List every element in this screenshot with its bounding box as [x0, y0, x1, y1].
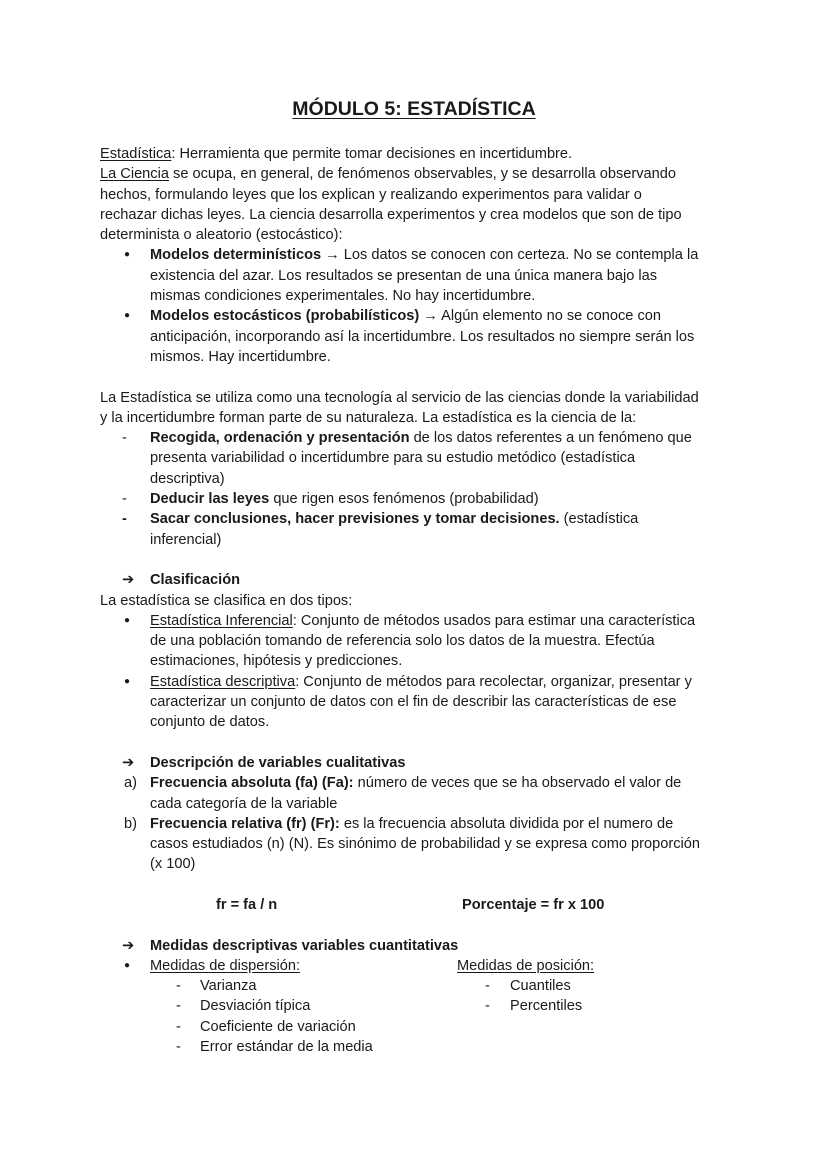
bullet-icon: ● — [124, 959, 131, 971]
page-title: MÓDULO 5: ESTADÍSTICA — [292, 98, 536, 120]
estadistica-term: Estadística — [100, 146, 172, 162]
list-item-desviacion-tipica: - Desviación típica — [100, 996, 732, 1016]
list-item-percentiles: - Percentiles — [482, 996, 582, 1016]
bullet-icon: ● — [124, 310, 131, 322]
document-body — [100, 144, 732, 1057]
ciencia-line-2: hechos, formulando leyes que los explican y realizando experimentos para validar o — [100, 186, 642, 203]
estadistica-definition: Estadística: Herramienta que permite tomar decisiones en incertidumbre. — [100, 146, 573, 162]
list-item-estadistica-inferencial: ● Estadística Inferencial: Conjunto de métodos usados para estimar una característica de una población tomando de referencia solo los datos de la muestra. Efectúa estimaciones, hipótesis y predicciones. — [124, 612, 696, 670]
estadistica-paragraph-line-2: y la incertidumbre forman parte de su naturaleza. La estadística es la ciencia de la: — [100, 409, 637, 426]
medidas-dispersion-label: Medidas de dispersión: — [150, 957, 301, 974]
formula-fr: fr = fa / n — [216, 896, 278, 913]
dash-marker: - — [122, 491, 127, 508]
list-item-varianza: - Varianza — [100, 976, 732, 996]
medidas-labels-row — [100, 956, 732, 976]
dash-marker: - — [485, 998, 490, 1015]
ciencia-line-3: rechazar dichas leyes. La ciencia desarrolla experimentos y crea modelos que son de tipo — [100, 206, 682, 223]
list-item-frecuencia-relativa: b) Frecuencia relativa (fr) (Fr): es la frecuencia absoluta dividida por el numero de casos estudiados (n) (N). Es sinónimo de probabilidad y se expresa como proporción (x 100) — [124, 815, 700, 873]
posicion-list — [482, 976, 582, 1017]
bullet-icon: ● — [124, 614, 131, 626]
bullet-icon: ● — [124, 249, 131, 261]
ciencia-line-4: determinista o aleatorio (estocástico): — [100, 227, 343, 244]
arrow-icon: ➔ — [122, 937, 135, 954]
list-item-sacar-conclusiones: - Sacar conclusiones, hacer previsiones y tomar decisiones. (estadística inferencial) — [122, 511, 639, 548]
dash-marker: - — [122, 430, 127, 447]
medidas-posicion-label: Medidas de posición: — [457, 957, 595, 974]
list-item-deducir-leyes: - Deducir las leyes que rigen esos fenómenos (probabilidad) — [100, 489, 732, 509]
estadistica-paragraph-line-1: La Estadística se utiliza como una tecnología al servicio de las ciencias donde la variabilidad — [100, 389, 699, 406]
list-item-cuantiles: - Cuantiles — [482, 976, 582, 996]
formula-porcentaje: Porcentaje = fr x 100 — [462, 896, 605, 913]
list-item-error-estandar: - Error estándar de la media — [100, 1037, 732, 1057]
ciencia-line-1: La Ciencia se ocupa, en general, de fenómenos observables, y se desarrolla observando — [100, 166, 677, 183]
formulas-row — [100, 895, 732, 915]
ciencia-term: La Ciencia — [100, 166, 169, 183]
heading-clasificacion: ➔ Clasificación — [100, 570, 732, 590]
list-item-modelos-estocasticos: ● Modelos estocásticos (probabilísticos) → Algún elemento no se conoce con anticipación, incorporando así la incertidumbre. Los resultados no siempre serán los mismos. Hay incertidumbre. — [124, 308, 695, 365]
medidas-lists — [100, 976, 732, 1057]
dash-marker: - — [176, 978, 181, 995]
dash-marker: - — [485, 978, 490, 995]
heading-variables-cualitativas: ➔ Descripción de variables cualitativas — [100, 753, 732, 773]
list-marker: b) — [124, 815, 137, 832]
list-item-frecuencia-absoluta: a) Frecuencia absoluta (fa) (Fa): número de veces que se ha observado el valor de cada categoría de la variable — [124, 775, 682, 812]
list-item-coeficiente-variacion: - Coeficiente de variación — [100, 1017, 732, 1037]
dash-marker: - — [176, 1039, 181, 1056]
arrow-icon: ➔ — [122, 754, 135, 771]
list-item-modelos-deterministicos: ● Modelos determinísticos → Los datos se conocen con certeza. No se contempla la existencia del azar. Los resultados se presentan de una única manera bajo las mismas condiciones experimentales. No hay incertidumbre. — [124, 247, 699, 305]
dash-marker: - — [176, 998, 181, 1015]
list-item-recogida: - Recogida, ordenación y presentación de los datos referentes a un fenómeno que presenta variabilidad o incertidumbre para su estudio metódico (estadística descriptiva) — [122, 430, 692, 487]
dispersion-list — [100, 976, 732, 1057]
arrow-icon: ➔ — [122, 572, 135, 589]
list-marker: a) — [124, 775, 137, 792]
clasificacion-intro: La estadística se clasifica en dos tipos: — [100, 592, 353, 609]
dash-marker: - — [122, 511, 127, 528]
bullet-icon: ● — [124, 675, 131, 687]
list-item-estadistica-descriptiva: ● Estadística descriptiva: Conjunto de métodos para recolectar, organizar, presentar y caracterizar un conjunto de datos con el fin de describir las características de ese conjunto de datos. — [124, 673, 692, 731]
dash-marker: - — [176, 1018, 181, 1035]
heading-variables-cuantitativas: ➔ Medidas descriptivas variables cuantitativas — [100, 936, 732, 956]
